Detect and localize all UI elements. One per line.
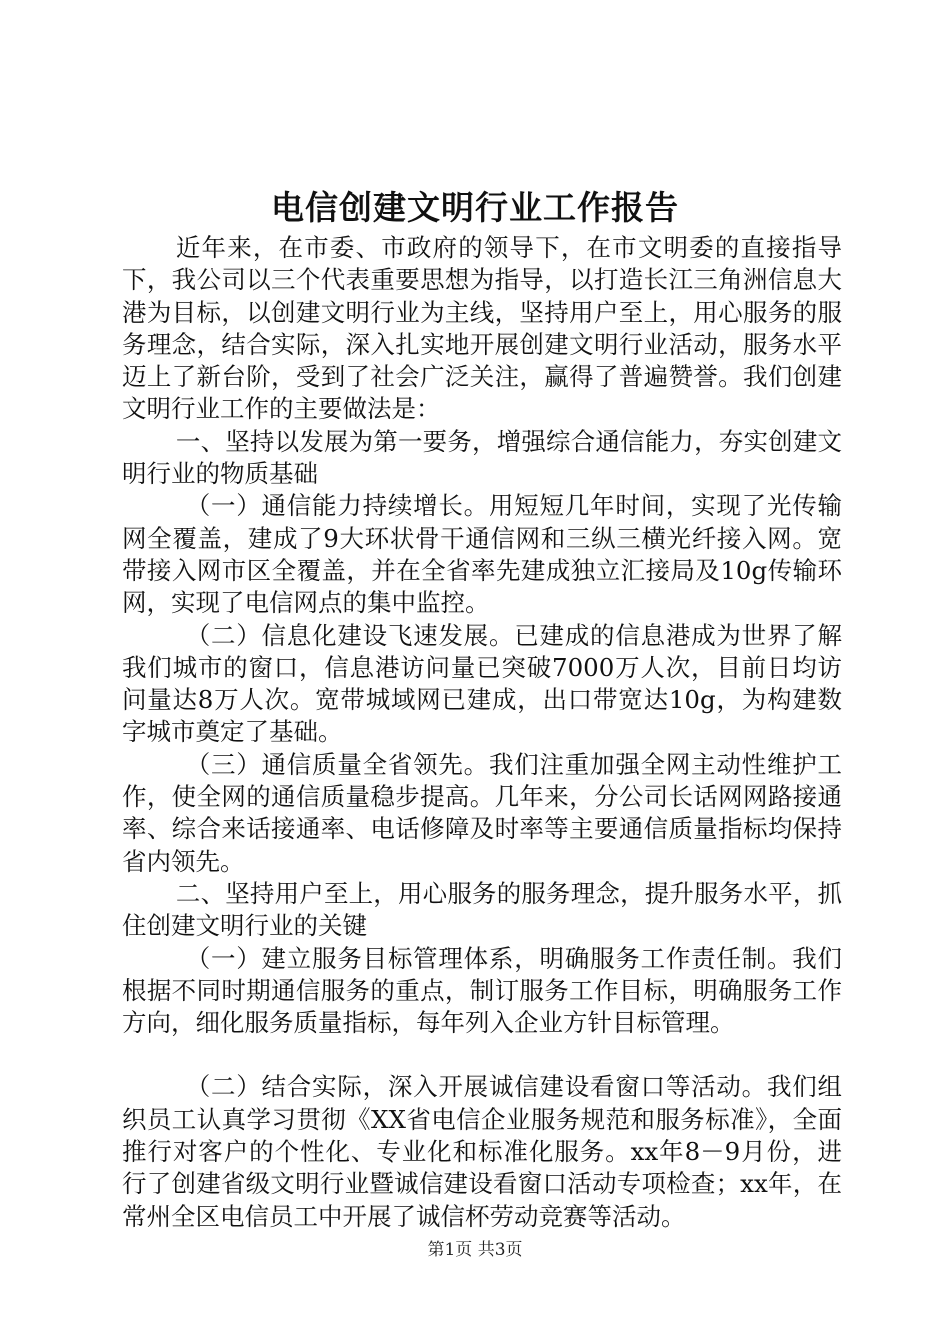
paragraph-2-1: （一）建立服务目标管理体系，明确服务工作责任制。我们根据不同时期通信服务的重点，制订服务工作目标，明确服务工作方向，细化服务质量指标，每年列入企业方针目标管理。 <box>122 943 842 1038</box>
paragraph-1-2: （二）信息化建设飞速发展。已建成的信息港成为世界了解我们城市的窗口，信息港访问量已突破7000万人次，目前日均访问量达8万人次。宽带城域网已建成，出口带宽达10g，为构建数字城市奠定了基础。 <box>122 620 842 747</box>
section-heading-2: 二、坚持用户至上，用心服务的服务理念，提升服务水平，抓住创建文明行业的关键 <box>122 878 842 941</box>
paragraph-2-2: （二）结合实际，深入开展诚信建设看窗口等活动。我们组织员工认真学习贯彻《XX省电信企业服务规范和服务标准》，全面推行对客户的个性化、专业化和标准化服务。xx年8－9月份，进行了创建省级文明行业暨诚信建设看窗口活动专项检查；xx年，在常州全区电信员工中开展了诚信杯劳动竞赛等活动。 <box>122 1072 842 1231</box>
paragraph-intro: 近年来，在市委、市政府的领导下，在市文明委的直接指导下，我公司以三个代表重要思想为指导，以打造长江三角洲信息大港为目标，以创建文明行业为主线，坚持用户至上，用心服务的服务理念，结合实际，深入扎实地开展创建文明行业活动，服务水平迈上了新台阶，受到了社会广泛关注，赢得了普遍赞誉。我们创建文明行业工作的主要做法是： <box>122 233 842 424</box>
paragraph-1-1: （一）通信能力持续增长。用短短几年时间，实现了光传输网全覆盖，建成了9大环状骨干通信网和三纵三横光纤接入网。宽带接入网市区全覆盖，并在全省率先建成独立汇接局及10g传输环网，实现了电信网点的集中监控。 <box>122 491 842 618</box>
section-heading-1: 一、坚持以发展为第一要务，增强综合通信能力，夯实创建文明行业的物质基础 <box>122 426 842 489</box>
page-footer: 第1页 共3页 <box>427 1240 523 1260</box>
document-title: 电信创建文明行业工作报告 <box>271 188 679 227</box>
paragraph-1-3: （三）通信质量全省领先。我们注重加强全网主动性维护工作，使全网的通信质量稳步提高。几年来，分公司长话网网路接通率、综合来话接通率、电话修障及时率等主要通信质量指标均保持省内领先。 <box>122 749 842 876</box>
document-body <box>122 232 842 1233</box>
